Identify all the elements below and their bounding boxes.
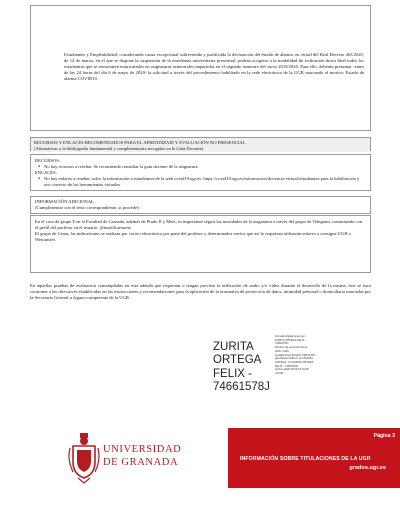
signature-name [213,341,273,395]
signature-detail-line: Fecha: 2020.05.06 07:04:45 [275,368,309,372]
evaluation-paragraph: Estudiantes y Empleabilidad, considerando causa excepcional sobrevenida y justificada la declaración del estado de alarma, en virtud del Real Decreto 463/2020, de 14 de marzo, en el que se dispone la suspensión de la enseñanza universitaria presencial, podrán acogerse a la modalidad de evaluación única final todos los estudiantes que se encuentren matriculados en asignaturas semestrales impartidas en el segundo semestre del curso 2019/2020. Para ello, deberán presentar -antes de las 24 horas del día 6 de mayo de 2020- la solicitud a través del procedimiento habilitado en la sede electrónica de la UGR marcando el motivo: Estado de alarma COVID19. [64,52,364,81]
signature-details [275,335,337,376]
grados-site-link[interactable]: grados.ugr.es [349,465,386,471]
footer-red-band [228,428,400,488]
evaluation-text-box [30,5,371,131]
additional-info-content-box [30,215,371,273]
signature-detail-line: givenName=FELIX, sn=ZURITA [275,357,314,361]
additional-info-heading-box [30,196,371,214]
university-name-line-1: UNIVERSIDAD [103,444,182,455]
signature-detail-line: (DN): c=ES, [275,349,290,353]
additional-info-subheading: (Cumplimentar con el texto correspondiente, si procede) [35,204,139,210]
recursos-list [35,164,366,170]
resources-heading: RECURSOS Y ENLACES RECOMENDADOS PARA EL APRENDIZAJE Y EVALUACIÓN NO PRESENCIAL [34,140,246,145]
signature-detail-line: Nombre de reconocimiento [275,346,308,350]
signature-detail-line: +02'00' [275,372,284,376]
signature-detail-line: 74661578J [275,342,289,346]
recursos-label: RECURSOS: [35,158,61,163]
additional-info-paragraph-2: El grupo de Ceuta, las indicaciones se realizan por correo electrónico por parte del profesor y determinados envíos que así lo requieran utilizarán enlaces a consigna UGR o Wetransfer. [35,230,351,242]
resources-heading-box [30,137,371,151]
resources-subheading: (Alternativas a la bibliografía fundamental y complementaria recogidas en la Guía Docente) [34,145,204,151]
enlaces-list [35,176,366,188]
titulaciones-info-label: INFORMACIÓN SOBRE TITULACIONES DE LA UGR [240,456,371,462]
signature-name-line: FELIX - [213,367,252,380]
signature-name-line: ZURITA [213,341,254,353]
signature-detail-line: serialNumber=IDCES-74661578J, [275,353,316,357]
signature-detail-line: ZURITA ORTEGA FELIX - [275,338,307,342]
university-shield-icon [67,432,101,484]
enlaces-item: ● No hay enlaces a reseñar, salvo la información a estudiantes de la web covid19.ugr.es: https://covid19.ugr.es/informacion/docencia-virtual/estudiantes para la habilitación y uso correcto de las herramientas virtuales. [44,176,366,188]
signature-detail-line: FELIX - 74661578J [275,364,299,368]
page-number: Página 3 [373,433,395,439]
university-logo [67,432,227,486]
additional-info-paragraph-1: En el caso de grupo F en la Facultad de Granada, además de Prado II y Meet, es importante seguir las novedades de la asignatura a través del grupo de Telegram, contactando con el perfil del profesor en el usuario: @marillcarmona [35,219,363,230]
enlaces-label: ENLACES: [35,169,57,175]
recursos-item: ● No hay recursos a reseñar. Se recomienda consultar la guía docente de la asignatura. [44,164,366,170]
university-name-line-2: DE GRANADA [103,457,179,468]
additional-info-heading: INFORMACIÓN ADICIONAL [35,199,94,204]
data-protection-paragraph: En aquellas pruebas de evaluación contempladas en esta adenda que requieran o tengan previsto la utilización de audio y/o vídeo durante el desarrollo de la misma, éste se hará conforme a las directrices establecidas en las instrucciones y recomendaciones para la aplicación de la normativa de protección de datos, intimidad personal o domiciliaria marcadas por la Secretaría General u órgano competente de la UGR. [30,283,371,300]
resources-content-box [30,154,371,191]
signature-name-line: ORTEGA [213,354,262,367]
university-name [103,443,181,469]
signature-name-line: 74661578J [213,381,270,394]
signature-detail-line: ORTEGA, cn=ZURITA ORTEGA [275,360,314,364]
signature-detail-line: Firmado digitalmente por [275,335,305,338]
